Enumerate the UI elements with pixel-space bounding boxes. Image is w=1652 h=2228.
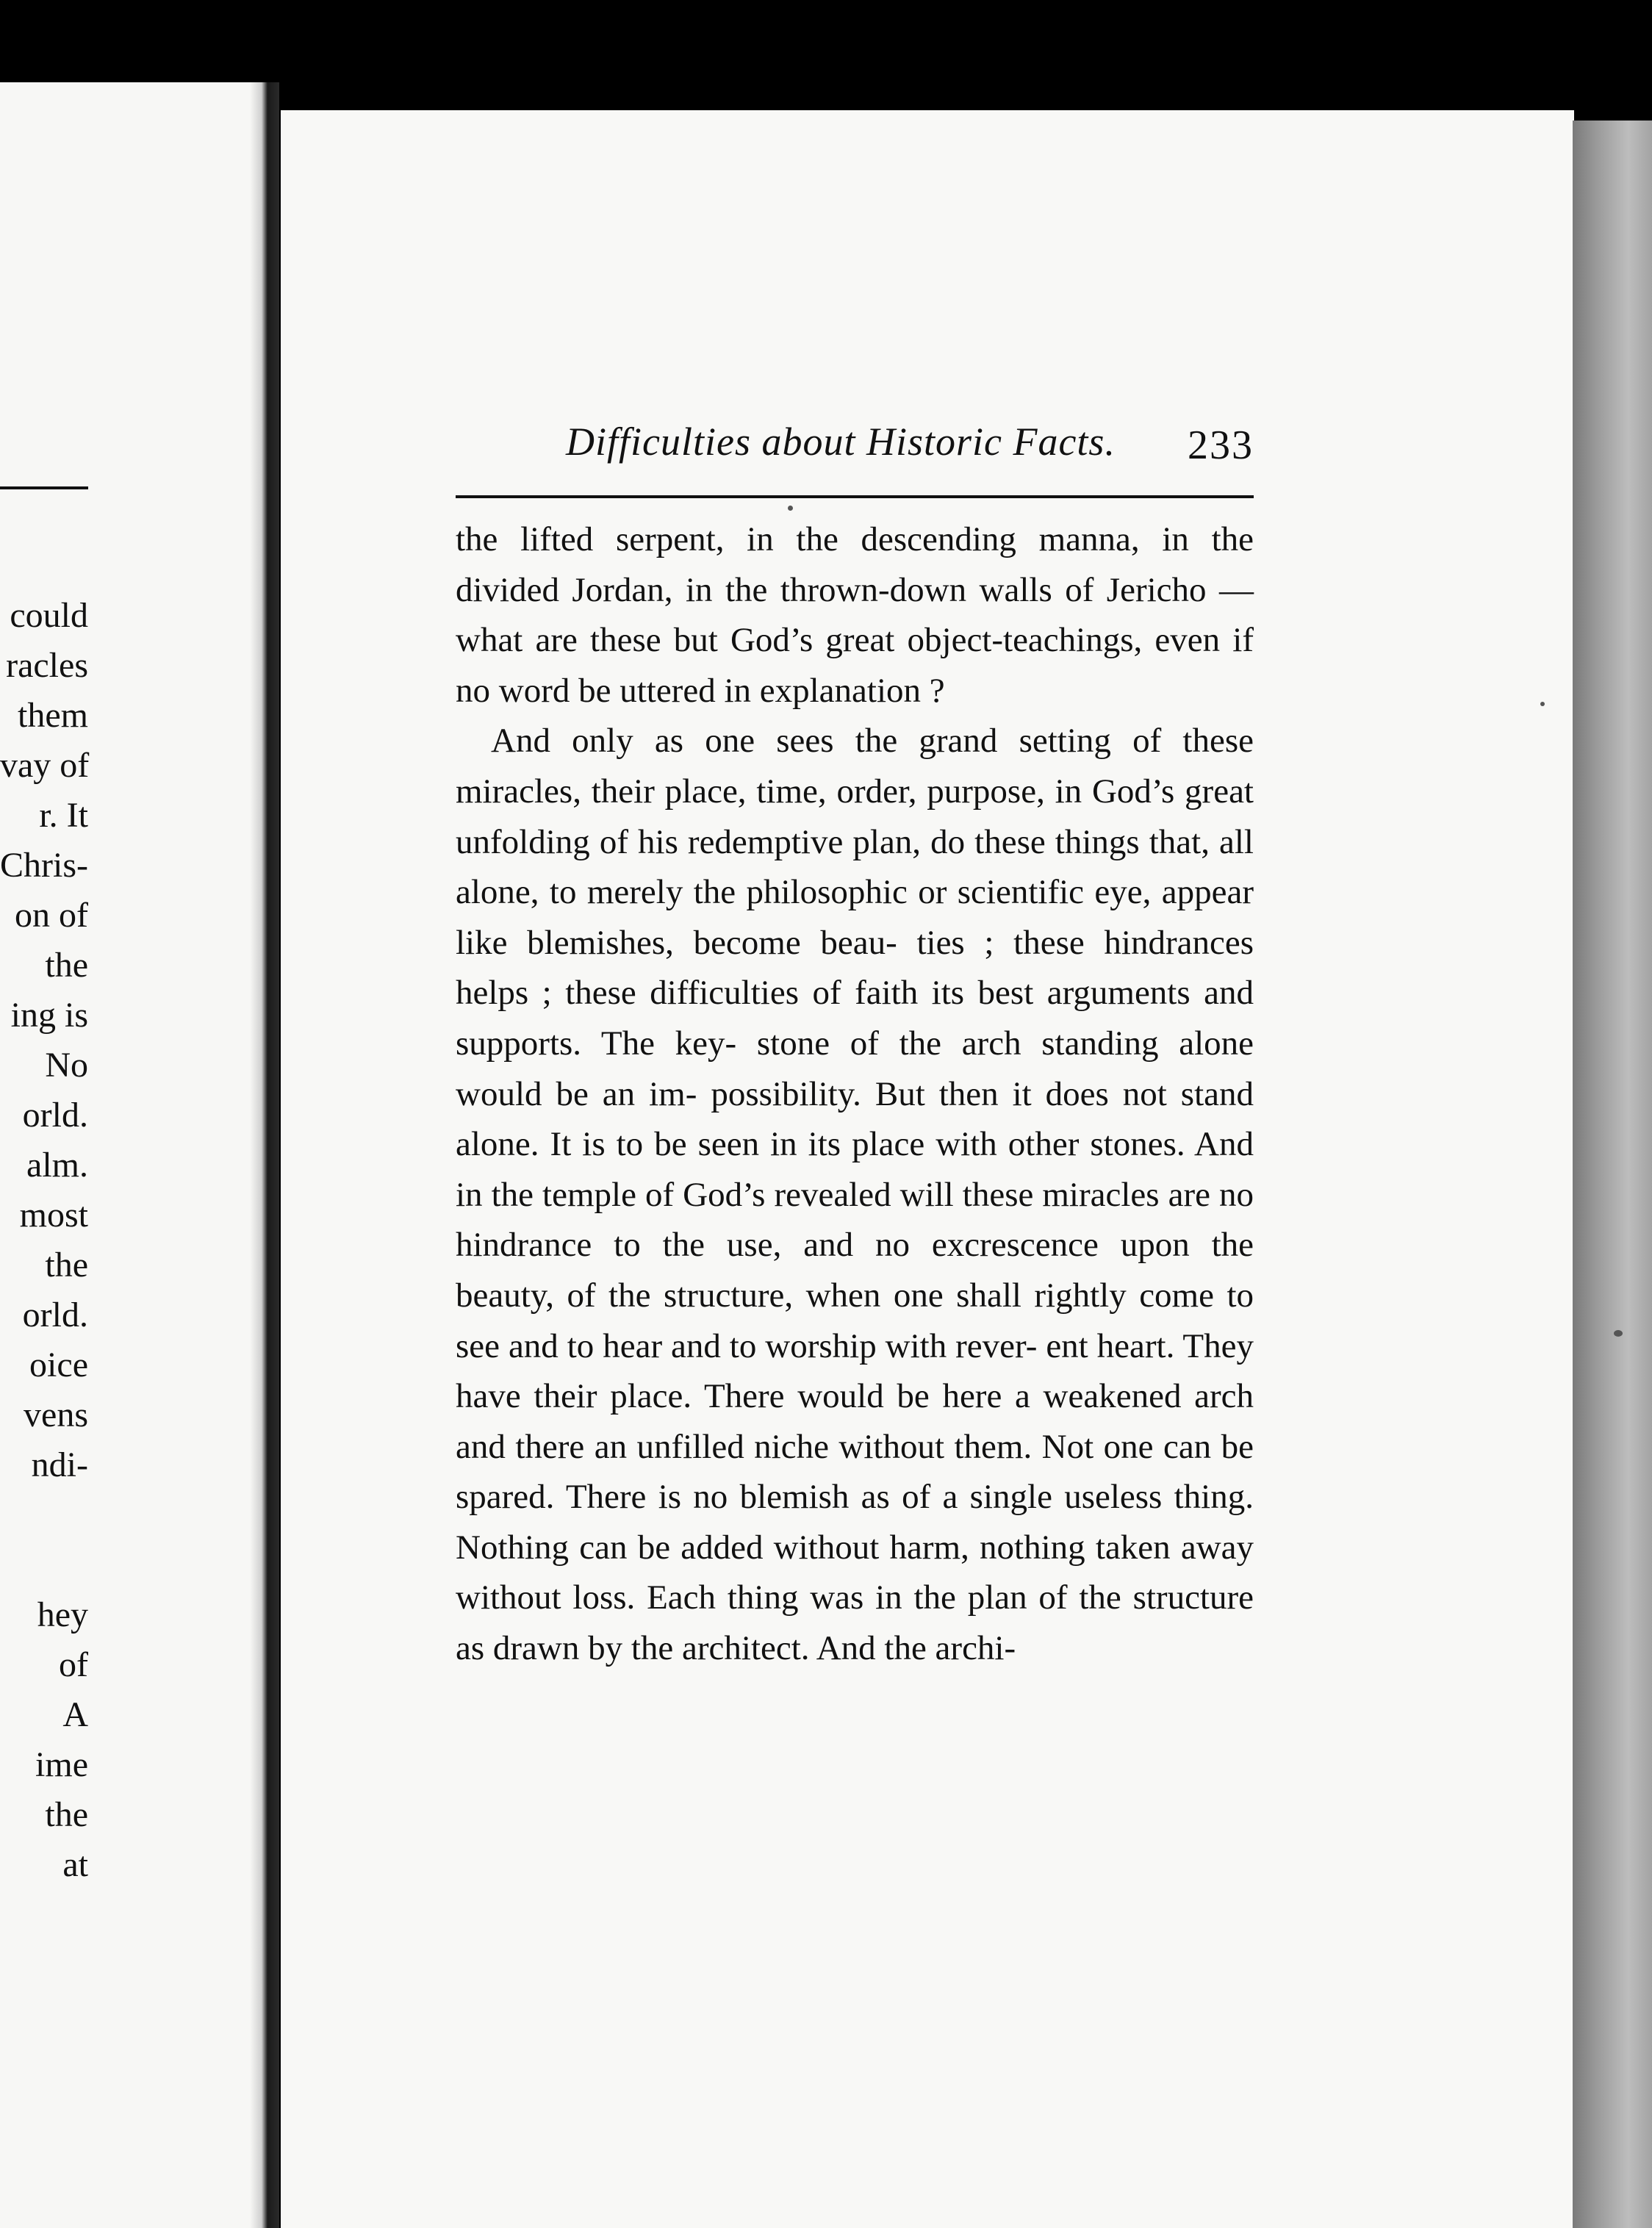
body-text <box>456 514 1254 1674</box>
facing-line: ime <box>35 1745 88 1784</box>
facing-line: could <box>10 596 88 635</box>
facing-line: hey <box>37 1595 88 1634</box>
facing-line: the <box>45 1246 88 1284</box>
facing-line: racles <box>6 646 88 685</box>
facing-line: them <box>18 696 88 735</box>
book-gutter <box>250 82 279 2228</box>
facing-page <box>0 82 265 2228</box>
header-rule <box>456 495 1254 498</box>
facing-line: oice <box>29 1345 88 1384</box>
ink-speck <box>788 506 793 511</box>
facing-line: ing is <box>10 996 88 1035</box>
page-number: 233 <box>1188 423 1254 468</box>
ink-speck <box>1540 702 1545 706</box>
paragraph-2: And only as one sees the grand setting of these miracles, their place, time, order, purpose, in God’s great unfolding of his redemptive plan, do these things that, all alone, to merely the philosophic or scientific eye, appear like blemishes, become beau- ties ; these hindrances helps ; these difficulties of faith its best arguments and supports. The key- stone of the arch standing alone would be an im- possibility. But then it does not stand alone. It is to be seen in its place with other stones. And in the temple of God’s revealed will these miracles are no hindrance to the use, and no excrescence upon the beauty, of the structure, when one shall rightly come to see and to hear and to worship with rever- ent heart. They have their place. There would be here a weakened arch and there an unfilled niche without them. Not one can be spared. There is no blemish as of a single useless thing. Nothing can be added without harm, nothing taken away without loss. Each thing was in the plan of the structure as drawn by the architect. And the archi- <box>456 722 1254 1668</box>
facing-line: of <box>59 1645 88 1684</box>
facing-line: most <box>19 1196 88 1235</box>
facing-line: Chris- <box>0 846 88 885</box>
facing-line: No <box>45 1046 88 1085</box>
facing-page-text <box>0 591 88 1890</box>
facing-line: A <box>62 1695 88 1734</box>
paragraph-1: the lifted serpent, in the descending manna, in the divided Jordan, in the thrown-down walls of Jericho —what are these but God’s great object-teachings, even if no word be uttered in explanation ? <box>456 520 1254 710</box>
ink-speck <box>1614 1330 1623 1337</box>
facing-page-rule <box>0 486 88 489</box>
page-edge <box>1573 121 1652 2228</box>
facing-line: vay of <box>0 746 90 785</box>
running-title: Difficulties about Historic Facts. <box>566 420 1116 464</box>
facing-line: vens <box>24 1395 88 1434</box>
facing-line: ndi- <box>31 1445 88 1484</box>
facing-line-gap <box>0 1490 88 1590</box>
facing-line: on of <box>15 896 88 935</box>
facing-line: r. It <box>39 796 88 835</box>
facing-line: at <box>62 1845 88 1884</box>
facing-line: alm. <box>26 1146 88 1185</box>
facing-line: orld. <box>22 1096 88 1135</box>
facing-line: orld. <box>22 1296 88 1334</box>
facing-line: the <box>45 1795 88 1834</box>
facing-line: the <box>45 946 88 985</box>
running-head <box>566 412 1254 478</box>
